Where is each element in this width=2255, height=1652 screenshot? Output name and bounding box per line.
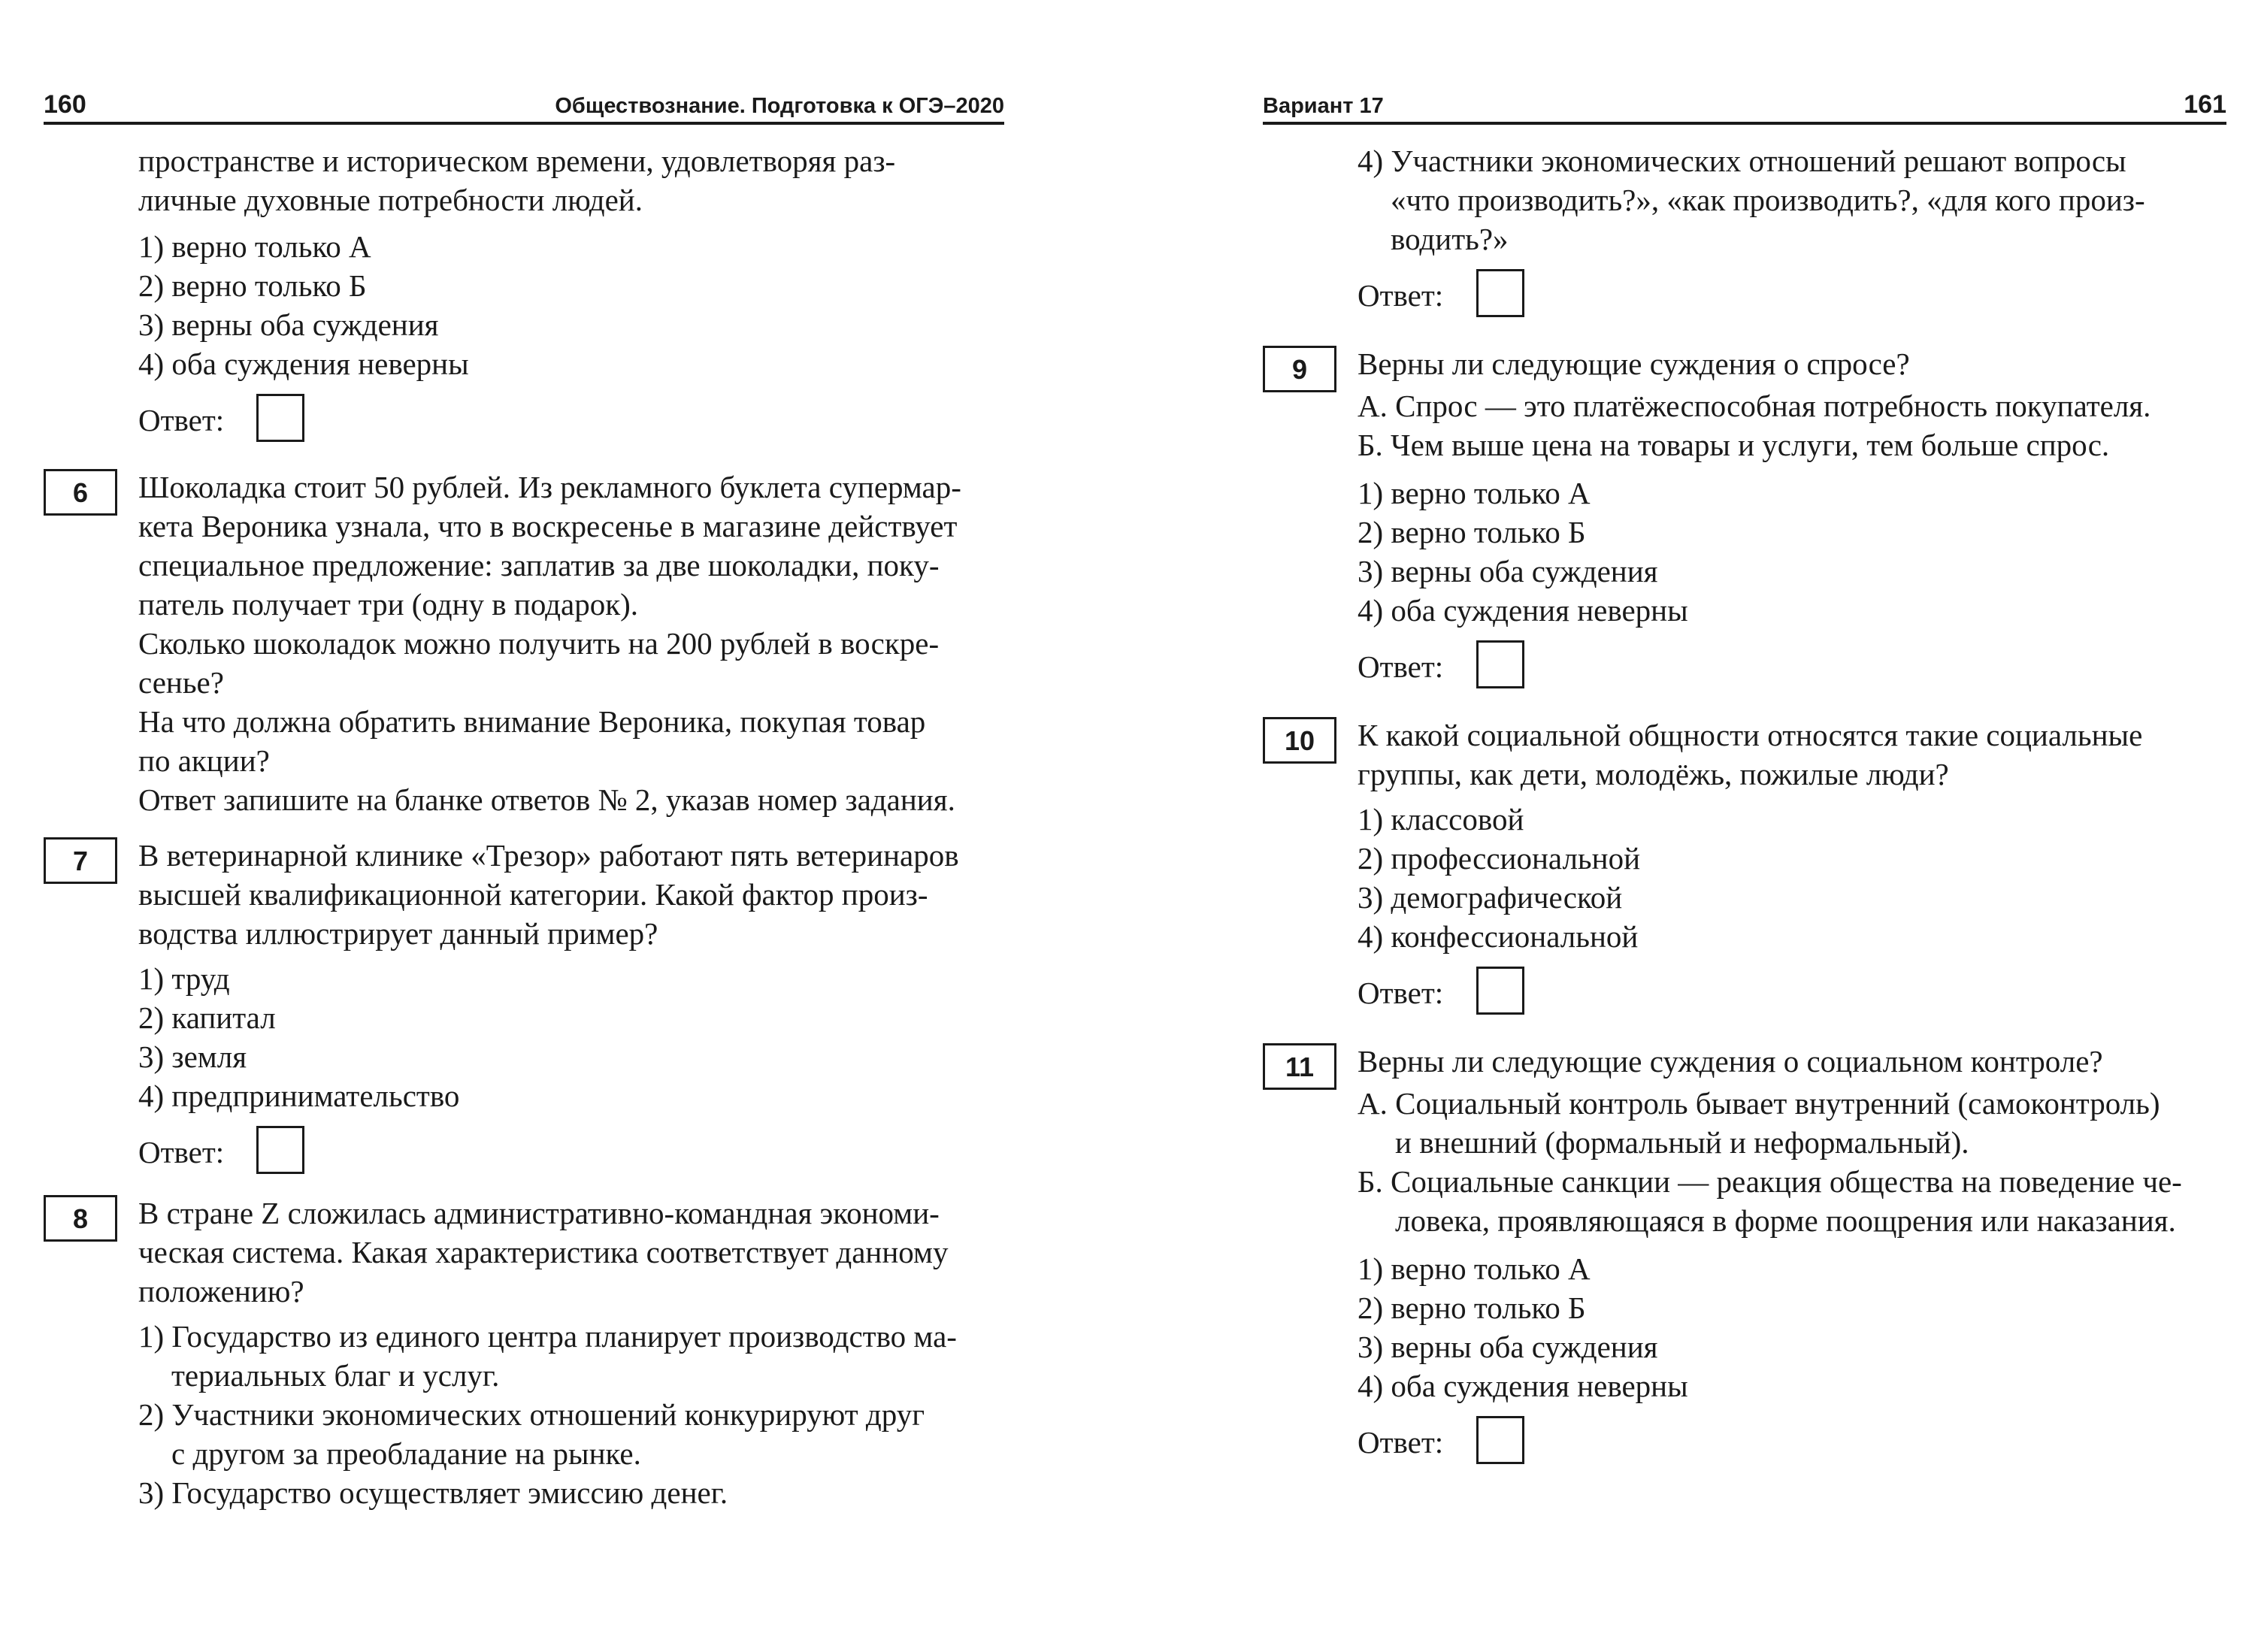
option-line: с другом за преобладание на рынке. (171, 1436, 641, 1471)
option-4: 4) оба суждения неверны (1358, 1369, 1688, 1403)
option-1: 1) труд (138, 961, 230, 996)
option-2: 2) верно только Б (1358, 1290, 1586, 1325)
answer-label: Ответ: (1358, 278, 1444, 313)
text-line: водства иллюстрирует данный пример? (138, 916, 658, 951)
task-11 (1263, 1042, 2226, 1469)
question-text: Верны ли следующие суждения о социальном контроле? (1358, 1044, 2103, 1079)
task-number-11: 11 (1263, 1043, 1336, 1090)
answer-row-task9 (1263, 640, 2226, 693)
option-4: 4) предпринимательство (138, 1079, 460, 1113)
answer-label: Ответ: (1358, 976, 1444, 1010)
statement-a (1358, 1084, 2226, 1162)
option-3: 3) верны оба суждения (1358, 554, 1658, 588)
task-number-6: 6 (44, 469, 117, 516)
option-1 (138, 1317, 1004, 1395)
option-line: 1) Государство из единого центра планирует производство ма- (138, 1319, 957, 1354)
option-2: 2) верно только Б (138, 268, 367, 303)
right-page (1263, 0, 2226, 1652)
option-2: 2) капитал (138, 1000, 276, 1035)
statement-b: Б. Чем выше цена на товары и услуги, тем больше спрос. (1358, 428, 2110, 462)
text-line: Сколько шоколадок можно получить на 200 рублей в воскре- (138, 626, 940, 661)
task-9 (1263, 344, 2226, 693)
text-line: На что должна обратить внимание Вероника, покупая товар (138, 704, 926, 739)
text-line: личные духовные потребности людей. (138, 183, 643, 217)
answer-box-task7[interactable] (256, 1126, 304, 1174)
question-text: Верны ли следующие суждения о спросе? (1358, 346, 1910, 381)
task-9-options (1263, 474, 2226, 630)
answer-row-task5 (44, 394, 1004, 446)
text-line: В стране Z сложилась административно-командная экономи- (138, 1196, 940, 1230)
option-line: 4) Участники экономических отношений решают вопросы (1358, 144, 2126, 178)
page-number: 161 (2184, 90, 2226, 119)
continued-options (44, 227, 1004, 383)
option-1: 1) верно только А (1358, 1251, 1591, 1286)
text-line: пространстве и историческом времени, удовлетворяя раз- (138, 144, 896, 178)
task-10 (1263, 716, 2226, 1019)
task-8-option-4 (1263, 141, 2226, 259)
option-3: 3) верны оба суждения (138, 307, 439, 342)
statement-b (1358, 1162, 2226, 1240)
option-4: 4) конфессиональной (1358, 919, 1639, 954)
task-11-question (1263, 1042, 2226, 1081)
text-line: специальное предложение: заплатив за две шоколадки, поку- (138, 548, 940, 582)
task-10-options (1263, 800, 2226, 956)
task-8-text (44, 1194, 1004, 1311)
answer-box-task10[interactable] (1476, 967, 1524, 1015)
text-line: высшей квалификационной категории. Какой фактор произ- (138, 877, 928, 912)
answer-row-task8 (1263, 269, 2226, 322)
option-3: 3) земля (138, 1039, 247, 1074)
option-4: 4) оба суждения неверны (138, 346, 469, 381)
text-line: В ветеринарной клинике «Трезор» работают пять ветеринаров (138, 838, 959, 873)
option-3: 3) верны оба суждения (1358, 1330, 1658, 1364)
task-7-options (44, 959, 1004, 1115)
answer-box-task11[interactable] (1476, 1416, 1524, 1464)
task-number-8: 8 (44, 1195, 117, 1242)
option-2: 2) профессиональной (1358, 841, 1641, 876)
task-number-10: 10 (1263, 717, 1336, 764)
option-1: 1) классовой (1358, 802, 1524, 837)
option-4: 4) оба суждения неверны (1358, 593, 1688, 628)
option-line: 3) Государство осуществляет эмиссию денег. (138, 1475, 728, 1510)
option-line: териальных благ и услуг. (171, 1358, 500, 1393)
answer-row-task10 (1263, 967, 2226, 1019)
statement-a: А. Спрос — это платёжеспособная потребность покупателя. (1358, 389, 2151, 423)
option-1: 1) верно только А (138, 229, 371, 264)
task-number-9: 9 (1263, 346, 1336, 392)
task-9-statements (1263, 386, 2226, 464)
text-line: Шоколадка стоит 50 рублей. Из рекламного буклета супермар- (138, 470, 961, 504)
text-line: К какой социальной общности относятся такие социальные (1358, 718, 2143, 752)
task-9-question (1263, 344, 2226, 383)
text-line: Ответ запишите на бланке ответов № 2, указав номер задания. (138, 782, 955, 817)
answer-box-task5[interactable] (256, 394, 304, 442)
answer-label: Ответ: (138, 1135, 225, 1169)
task-6-text (44, 467, 1004, 819)
task-8-options (44, 1317, 1004, 1512)
option-3: 3) демографической (1358, 880, 1623, 915)
text-line: кета Вероника узнала, что в воскресенье в магазине действует (138, 509, 958, 543)
task-11-options (1263, 1249, 2226, 1405)
task-6 (44, 467, 1004, 819)
option-line: водить?» (1391, 222, 1509, 256)
left-page-header (44, 84, 1004, 125)
continued-text (44, 141, 1004, 219)
option-line: «что производить?», «как производить?, «для кого произ- (1391, 183, 2145, 217)
option-2 (138, 1395, 1004, 1473)
task-11-statements (1263, 1084, 2226, 1240)
task-7 (44, 836, 1004, 1178)
text-line: сенье? (138, 665, 224, 700)
task-8 (44, 1194, 1004, 1512)
answer-row-task11 (1263, 1416, 2226, 1469)
answer-label: Ответ: (138, 403, 225, 437)
answer-box-task8[interactable] (1476, 269, 1524, 317)
task-number-7: 7 (44, 837, 117, 884)
option-2: 2) верно только Б (1358, 515, 1586, 549)
text-line: патель получает три (одну в подарок). (138, 587, 639, 622)
statement-line: и внешний (формальный и неформальный). (1395, 1125, 1969, 1160)
task-10-text (1263, 716, 2226, 794)
statement-line: А. Социальный контроль бывает внутренний (самоконтроль) (1358, 1086, 2160, 1121)
left-page (44, 0, 1004, 1652)
running-title: Обществознание. Подготовка к ОГЭ–2020 (555, 94, 1004, 118)
text-line: по акции? (138, 743, 270, 778)
running-title: Вариант 17 (1263, 94, 1384, 118)
text-line: ческая система. Какая характеристика соответствует данному (138, 1235, 949, 1269)
answer-label: Ответ: (1358, 649, 1444, 684)
text-line: положению? (138, 1274, 304, 1309)
right-page-content (1263, 141, 2226, 1484)
right-page-header (1263, 84, 2226, 125)
statement-line: ловека, проявляющаяся в форме поощрения или наказания. (1395, 1203, 2176, 1238)
option-1: 1) верно только А (1358, 476, 1591, 510)
task-7-text (44, 836, 1004, 953)
statement-line: Б. Социальные санкции — реакция общества на поведение че- (1358, 1164, 2182, 1199)
page-number: 160 (44, 90, 86, 119)
option-3 (138, 1473, 1004, 1512)
text-line: группы, как дети, молодёжь, пожилые люди? (1358, 757, 1949, 791)
left-page-content (44, 141, 1004, 1523)
answer-box-task9[interactable] (1476, 640, 1524, 688)
option-line: 2) Участники экономических отношений конкурируют друг (138, 1397, 925, 1432)
answer-row-task7 (44, 1126, 1004, 1178)
answer-label: Ответ: (1358, 1425, 1444, 1460)
